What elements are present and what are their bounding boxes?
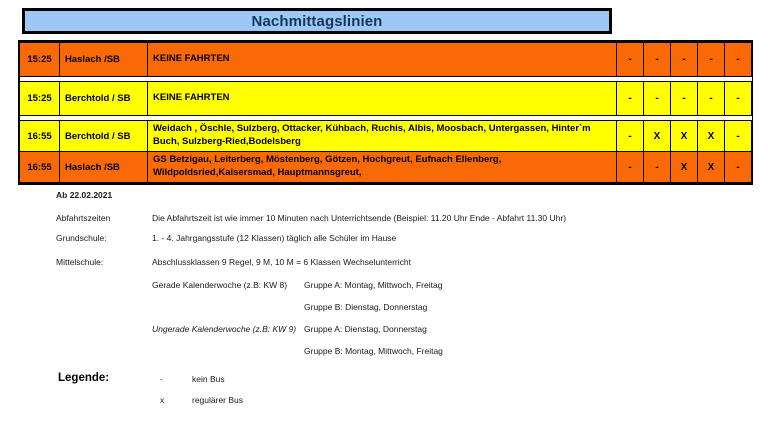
note-text-departure: Die Abfahrtszeit ist wie immer 10 Minuten nach Unterrichtsende (Beispiel: 11.20 Uhr Ende - Abfahrt 11.30 Uhr) <box>152 213 567 223</box>
note-text-secondary: Abschlussklassen 9 Regel, 9 M, 10 M = 6 Klassen Wechselunterricht <box>152 257 411 268</box>
odd-week-group-b-line <box>56 346 746 357</box>
odd-week-group-b: Gruppe B: Montag, Mittwoch, Freitag <box>304 346 443 357</box>
row-mark-wed: X <box>671 152 698 183</box>
row-line-name: Haslach /SB <box>60 152 148 183</box>
row-destinations: KEINE FAHRTEN <box>148 82 617 116</box>
note-label-departure: Abfahrtszeiten <box>56 213 111 223</box>
table-row[interactable] <box>20 121 752 152</box>
row-departure-time: 15:25 <box>20 82 60 116</box>
legend-entry <box>154 374 243 384</box>
legend-description-dash: kein Bus <box>192 374 225 384</box>
odd-week-group-a: Gruppe A: Dienstag, Donnerstag <box>304 324 427 335</box>
bus-schedule-table <box>19 42 752 183</box>
row-destinations: Weidach , Öschle, Sulzberg, Ottacker, Kühbach, Ruchis, Albis, Moosbach, Untergassen, Hinter`m Buch, Sulzberg-Ried,Bodelsberg <box>148 121 617 152</box>
row-destinations: GS Betzigau, Leiterberg, Möstenberg, Götzen, Hochgreut, Eufnach Ellenberg, Wildpoldsried,Kaisersmad, Hauptmannsgreut, <box>148 152 617 183</box>
row-mark-thu: - <box>698 82 725 116</box>
indent-spacer <box>56 346 152 357</box>
odd-week-label: Ungerade Kalenderwoche (z.B: KW 9) <box>152 324 297 335</box>
row-mark-mon: - <box>617 121 644 152</box>
page-title-banner <box>22 8 612 34</box>
row-mark-wed: - <box>671 43 698 77</box>
row-mark-wed: - <box>671 82 698 116</box>
table-row[interactable] <box>20 43 752 77</box>
row-mark-wed: X <box>671 121 698 152</box>
row-mark-tue: X <box>644 121 671 152</box>
row-line-name: Berchtold / SB <box>60 121 148 152</box>
note-primary-school <box>56 233 746 244</box>
page-title: Nachmittagslinien <box>251 12 383 30</box>
indent-spacer <box>56 324 152 335</box>
note-label-primary: Grundschule: <box>56 233 107 244</box>
note-departure-times <box>56 213 746 224</box>
note-label-secondary: Mittelschule: <box>56 257 104 268</box>
even-week-label: Gerade Kalenderwoche (z.B: KW 8) <box>152 280 288 291</box>
legend-symbol-dash: - <box>160 374 163 384</box>
table-row[interactable] <box>20 152 752 183</box>
row-mark-mon: - <box>617 82 644 116</box>
even-week-group-a: Gruppe A: Montag, Mittwoch, Freitag <box>304 280 443 291</box>
legend-title: Legende: <box>58 372 110 384</box>
legend-section <box>58 372 243 416</box>
row-mark-thu: - <box>698 43 725 77</box>
valid-from-date: Ab 22.02.2021 <box>56 190 113 200</box>
indent-spacer <box>56 280 152 291</box>
row-destinations: KEINE FAHRTEN <box>148 43 617 77</box>
even-week-group-b-line <box>56 302 746 313</box>
row-line-name: Berchtold / SB <box>60 82 148 116</box>
row-mark-fri: - <box>725 121 752 152</box>
row-departure-time: 16:55 <box>20 121 60 152</box>
row-mark-thu: X <box>698 121 725 152</box>
note-secondary-school <box>56 257 746 268</box>
even-week-group-a-line <box>56 280 746 291</box>
table-row[interactable] <box>20 82 752 116</box>
row-mark-thu: X <box>698 152 725 183</box>
row-mark-fri: - <box>725 82 752 116</box>
row-mark-fri: - <box>725 152 752 183</box>
even-week-group-b: Gruppe B: Dienstag, Donnerstag <box>304 302 428 313</box>
row-mark-fri: - <box>725 43 752 77</box>
row-departure-time: 15:25 <box>20 43 60 77</box>
row-mark-mon: - <box>617 43 644 77</box>
row-mark-tue: - <box>644 152 671 183</box>
note-text-primary: 1. - 4. Jahrgangsstufe (12 Klassen) täglich alle Schüler im Hause <box>152 233 397 244</box>
row-mark-mon: - <box>617 152 644 183</box>
legend-entry-list <box>154 372 243 416</box>
notes-section <box>56 190 746 368</box>
row-line-name: Haslach /SB <box>60 43 148 77</box>
legend-entry <box>154 395 243 405</box>
indent-spacer <box>56 302 152 313</box>
row-mark-tue: - <box>644 82 671 116</box>
legend-symbol-x: x <box>160 395 165 405</box>
legend-description-x: regulärer Bus <box>192 395 244 405</box>
row-mark-tue: - <box>644 43 671 77</box>
odd-week-group-a-line <box>56 324 746 335</box>
row-departure-time: 16:55 <box>20 152 60 183</box>
